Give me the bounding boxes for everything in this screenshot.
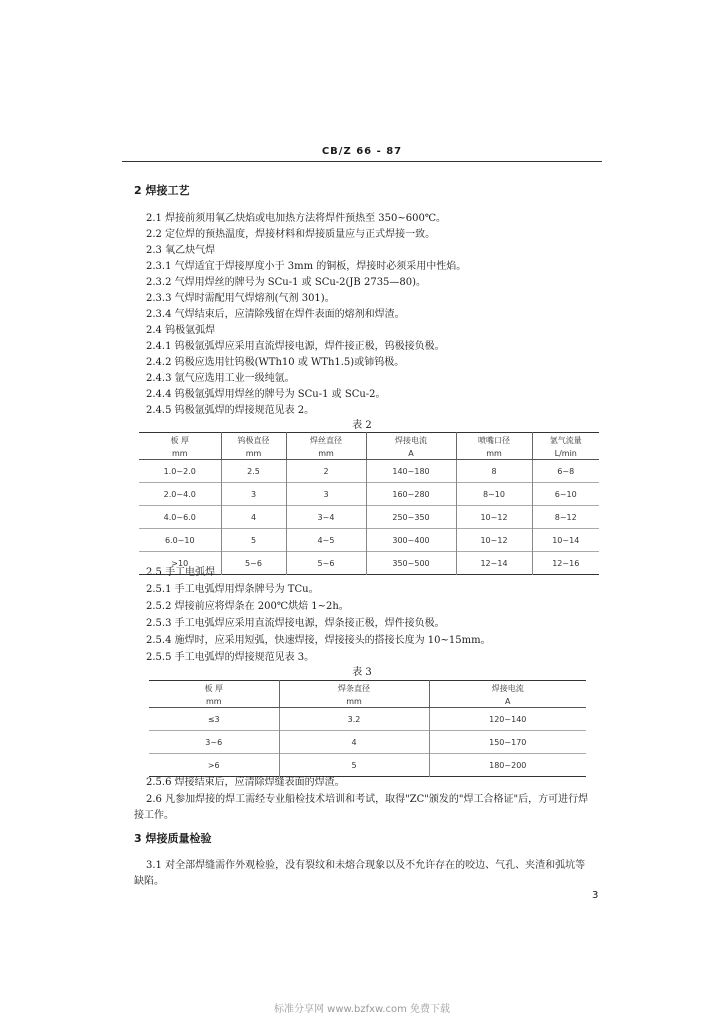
table-cell: 4~5 xyxy=(286,529,366,552)
table-row xyxy=(139,529,599,552)
table-cell: 6.0~10 xyxy=(139,529,221,552)
table-cell: >6 xyxy=(149,754,279,777)
table-cell: 8~10 xyxy=(456,483,532,506)
table-3-header: 板 厚 xyxy=(204,683,224,693)
clause-2-5-5: 2.5.5 手工电弧焊的焊接规范见表 3。 xyxy=(146,652,315,663)
table-2-unit: mm xyxy=(221,447,286,460)
table-cell: 5~6 xyxy=(286,552,366,575)
table-2-unit-row xyxy=(139,447,599,460)
table-row xyxy=(139,460,599,483)
table-cell: 3 xyxy=(221,483,286,506)
clause-2-5: 2.5 手工电弧焊 xyxy=(146,567,216,578)
clause-2-4-2: 2.4.2 钨极应选用钍钨极(WTh10 或 WTh1.5)或铈钨极。 xyxy=(146,357,405,368)
table-cell: 300~400 xyxy=(366,529,456,552)
clause-2-4-4: 2.4.4 钨极氩弧焊用焊丝的牌号为 SCu-1 或 SCu-2。 xyxy=(146,389,386,400)
table-cell: 5~6 xyxy=(221,552,286,575)
table-2-unit: mm xyxy=(456,447,532,460)
table-cell: 12~16 xyxy=(532,552,599,575)
clause-2-1: 2.1 焊接前须用氧乙炔焰或电加热方法将焊件预热至 350~600℃。 xyxy=(146,213,446,224)
table-2-header: 板 厚 xyxy=(170,435,190,445)
clause-2-4-5: 2.4.5 钨极氩弧焊的焊接规范见表 2。 xyxy=(146,405,315,416)
table-2-unit: L/min xyxy=(532,447,599,460)
table-cell: 8~12 xyxy=(532,506,599,529)
table-3-unit: mm xyxy=(279,695,429,708)
clause-3-1-line-1: 3.1 对全部焊缝需作外观检验，没有裂纹和未熔合现象以及不允许存在的咬边、气孔、夹渣和弧坑等 xyxy=(146,860,586,871)
clause-2-3: 2.3 氧乙炔气焊 xyxy=(146,245,216,256)
table-cell: 8 xyxy=(456,460,532,483)
table-cell: 4 xyxy=(221,506,286,529)
table-cell: 160~280 xyxy=(366,483,456,506)
table-cell: 2.5 xyxy=(221,460,286,483)
table-cell: 5 xyxy=(221,529,286,552)
clause-2-4: 2.4 钨极氩弧焊 xyxy=(146,325,216,336)
clause-2-2: 2.2 定位焊的预热温度，焊接材料和焊接质量应与正式焊接一致。 xyxy=(146,229,436,240)
table-cell: 12~14 xyxy=(456,552,532,575)
clause-2-5-1: 2.5.1 手工电弧焊用焊条牌号为 TCu。 xyxy=(146,584,319,595)
table-cell: 3~4 xyxy=(286,506,366,529)
table-cell: 140~180 xyxy=(366,460,456,483)
table-cell: 10~12 xyxy=(456,529,532,552)
table-2-header: 氩气流量 xyxy=(532,433,599,448)
clause-2-6-line-1: 2.6 凡参加焊接的焊工需经专业船检技术培训和考试，取得"ZC"颁发的"焊工合格证"后，方可进行焊 xyxy=(146,794,589,805)
table-row xyxy=(149,731,586,754)
clause-2-3-3: 2.3.3 气焊时需配用气焊熔剂(气剂 301)。 xyxy=(146,293,335,304)
table-3-header: 焊接电流 xyxy=(429,681,586,696)
table-3-unit-row xyxy=(149,695,586,708)
table-cell: 3 xyxy=(286,483,366,506)
table-row xyxy=(139,506,599,529)
table-cell: 6~8 xyxy=(532,460,599,483)
clause-2-3-1: 2.3.1 气焊适宜于焊接厚度小于 3mm 的铜板，焊接时必须采用中性焰。 xyxy=(146,261,467,272)
table-row xyxy=(149,708,586,731)
table-3-unit: A xyxy=(429,695,586,708)
table-2-header: 喷嘴口径 xyxy=(456,433,532,448)
table-cell: 4 xyxy=(279,731,429,754)
table-3-caption: 表 3 xyxy=(352,667,372,678)
table-cell: 2 xyxy=(286,460,366,483)
table-cell: 150~170 xyxy=(429,731,586,754)
standard-code-header: CB/Z 66 - 87 xyxy=(321,146,403,157)
table-3-header-row xyxy=(149,681,586,696)
clause-2-3-2: 2.3.2 气焊用焊丝的牌号为 SCu-1 或 SCu-2(JB 2735—80)。 xyxy=(146,277,427,288)
table-cell: 250~350 xyxy=(366,506,456,529)
table-2-header: 钨极直径 xyxy=(221,433,286,448)
table-3-header: 焊条直径 xyxy=(279,681,429,696)
clause-3-1-line-2: 缺陷。 xyxy=(134,876,164,887)
section-2-title: 2 焊接工艺 xyxy=(134,184,190,197)
table-3-unit: mm xyxy=(149,695,279,708)
table-2-header: 焊接电流 xyxy=(366,433,456,448)
table-2-unit: mm xyxy=(286,447,366,460)
table-cell: 2.0~4.0 xyxy=(139,483,221,506)
table-2-caption: 表 2 xyxy=(352,420,372,431)
table-cell: 4.0~6.0 xyxy=(139,506,221,529)
table-cell: >10 xyxy=(139,552,221,575)
table-3 xyxy=(149,680,586,777)
table-cell: 3~6 xyxy=(149,731,279,754)
table-cell: 5 xyxy=(279,754,429,777)
clause-2-4-1: 2.4.1 钨极氩弧焊应采用直流焊接电源，焊件接正极，钨极接负极。 xyxy=(146,341,445,352)
table-cell: 350~500 xyxy=(366,552,456,575)
table-cell: 10~14 xyxy=(532,529,599,552)
section-3-title: 3 焊接质量检验 xyxy=(134,832,212,845)
table-cell: 120~140 xyxy=(429,708,586,731)
table-2-header-row xyxy=(139,433,599,448)
table-cell: 180~200 xyxy=(429,754,586,777)
table-row xyxy=(139,483,599,506)
table-cell: 10~12 xyxy=(456,506,532,529)
clause-2-3-4: 2.3.4 气焊结束后，应清除残留在焊件表面的熔剂和焊渣。 xyxy=(146,309,405,320)
table-2-header: 焊丝直径 xyxy=(286,433,366,448)
table-cell: 3.2 xyxy=(279,708,429,731)
clause-2-5-4: 2.5.4 施焊时，应采用短弧，快速焊接，焊接接头的搭接长度为 10~15mm。 xyxy=(146,635,491,646)
page-number: 3 xyxy=(592,890,599,901)
clause-2-5-3: 2.5.3 手工电弧焊应采用直流焊接电源，焊条接正极，焊件接负极。 xyxy=(146,618,445,629)
table-cell: 6~10 xyxy=(532,483,599,506)
header-rule xyxy=(122,161,602,162)
clause-2-5-6: 2.5.6 焊接结束后，应清除焊缝表面的焊渣。 xyxy=(146,777,345,788)
clause-2-4-3: 2.4.3 氩气应选用工业一级纯氩。 xyxy=(146,373,295,384)
clause-2-6-line-2: 接工作。 xyxy=(134,810,174,821)
table-2 xyxy=(139,432,599,575)
table-cell: 1.0~2.0 xyxy=(139,460,221,483)
watermark-footer: 标准分享网 www.bzfxw.com 免费下载 xyxy=(274,1004,450,1015)
table-cell: ≤3 xyxy=(149,708,279,731)
table-2-unit: A xyxy=(366,447,456,460)
table-2-unit: mm xyxy=(139,447,221,460)
clause-2-5-2: 2.5.2 焊接前应将焊条在 200℃烘焙 1~2h。 xyxy=(146,601,349,612)
